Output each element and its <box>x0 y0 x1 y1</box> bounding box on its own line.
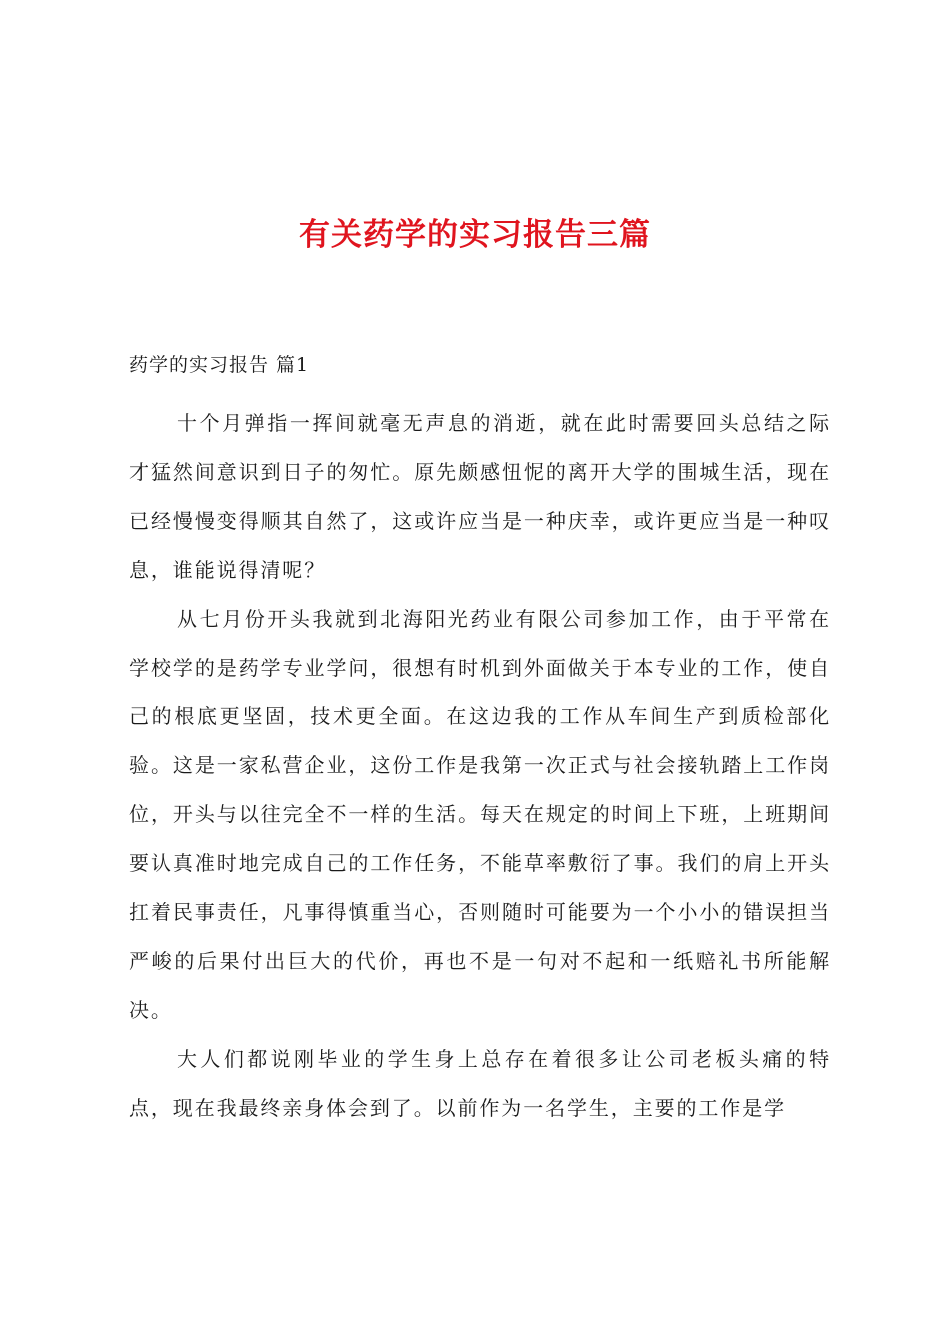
paragraph: 从七月份开头我就到北海阳光药业有限公司参加工作，由于平常在学校学的是药学专业学问，很想有时机到外面做关于本专业的工作，使自己的根底更坚固，技术更全面。在这边我的工作从车间生产到质检部化验。这是一家私营企业，这份工作是我第一次正式与社会接轨踏上工作岗位，开头与以往完全不一样的生活。每天在规定的时间上下班，上班期间要认真准时地完成自己的工作任务，不能草率敷衍了事。我们的肩上开头扛着民事责任，凡事得慎重当心，否则随时可能要为一个小小的错误担当严峻的后果付出巨大的代价，再也不是一句对不起和一纸赔礼书所能解决。 <box>129 606 831 1022</box>
paragraph: 十个月弹指一挥间就毫无声息的消逝，就在此时需要回头总结之际才猛然间意识到日子的匆忙。原先颇感忸怩的离开大学的围城生活，现在已经慢慢变得顺其自然了，这或许应当是一种庆幸，或许更应当是一种叹息，谁能说得清呢？ <box>129 411 831 582</box>
section-heading: 药学的实习报告 篇1 <box>129 354 310 376</box>
paragraph: 大人们都说刚毕业的学生身上总存在着很多让公司老板头痛的特点，现在我最终亲身体会到了。以前作为一名学生，主要的工作是学 <box>129 1046 831 1120</box>
document-body <box>129 399 831 1133</box>
document-title: 有关药学的实习报告三篇 <box>299 217 651 253</box>
